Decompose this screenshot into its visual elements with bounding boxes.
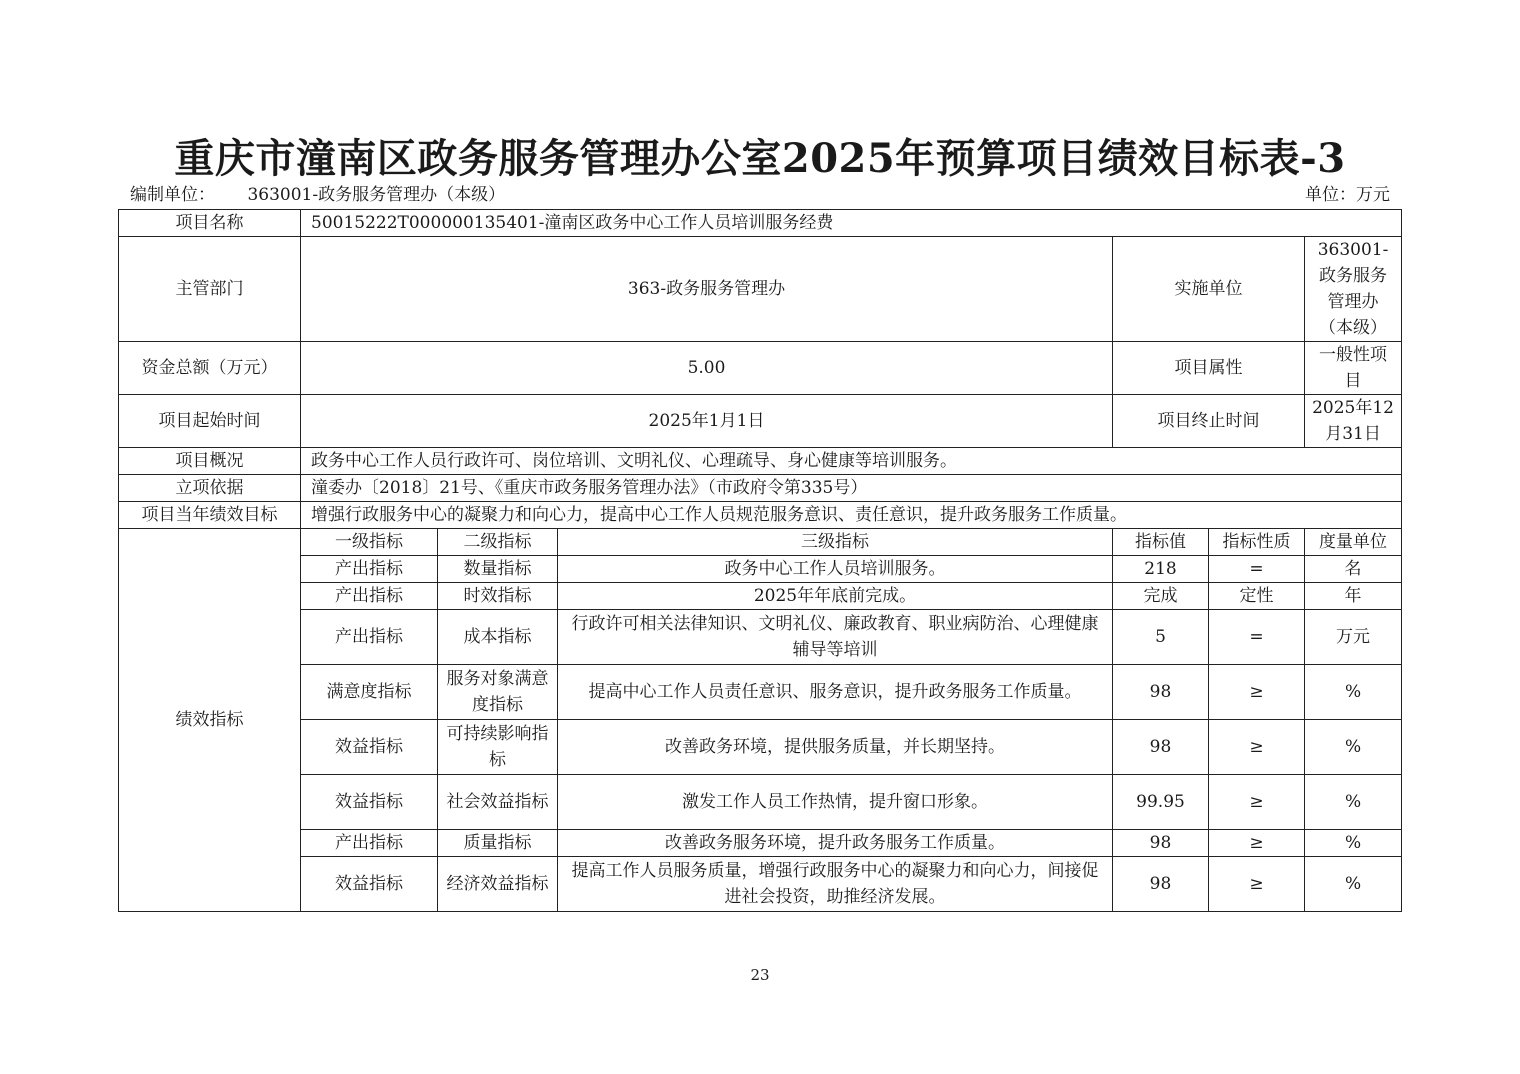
value-cell: 98: [1113, 830, 1209, 857]
header-nature: 指标性质: [1209, 529, 1305, 556]
l1-cell: 满意度指标: [301, 665, 438, 720]
l2-cell: 服务对象满意度指标: [438, 665, 558, 720]
table-row: [119, 720, 1402, 775]
unit-cell: %: [1305, 857, 1402, 912]
end-label: 项目终止时间: [1113, 395, 1305, 448]
compiler-unit: [130, 184, 505, 206]
basis-value: 潼委办〔2018〕21号、《重庆市政务服务管理办法》（市政府令第335号）: [301, 475, 1402, 502]
fund-value: 5.00: [301, 342, 1113, 395]
basis-label: 立项依据: [119, 475, 301, 502]
value-cell: 5: [1113, 610, 1209, 665]
nature-cell: =: [1209, 556, 1305, 583]
table-row: [119, 665, 1402, 720]
impl-value: 363001-政务服务管理办（本级）: [1305, 237, 1402, 342]
unit-cell: %: [1305, 665, 1402, 720]
table-row: [119, 395, 1402, 448]
attr-value: 一般性项目: [1305, 342, 1402, 395]
l3-cell: 行政许可相关法律知识、文明礼仪、廉政教育、职业病防治、心理健康辅导等培训: [558, 610, 1113, 665]
l1-cell: 效益指标: [301, 720, 438, 775]
value-cell: 98: [1113, 857, 1209, 912]
table-row: [119, 830, 1402, 857]
l3-cell: 2025年年底前完成。: [558, 583, 1113, 610]
table-row: [119, 502, 1402, 529]
perf-label: 绩效指标: [119, 529, 301, 912]
perf-header-row: [119, 529, 1402, 556]
l1-cell: 效益指标: [301, 857, 438, 912]
l1-cell: 效益指标: [301, 775, 438, 830]
page-number: 23: [750, 966, 770, 984]
table-row: [119, 857, 1402, 912]
table-row: [119, 475, 1402, 502]
l1-cell: 产出指标: [301, 583, 438, 610]
l2-cell: 数量指标: [438, 556, 558, 583]
unit-cell: 名: [1305, 556, 1402, 583]
l2-cell: 社会效益指标: [438, 775, 558, 830]
unit-cell: %: [1305, 720, 1402, 775]
dept-value: 363-政务服务管理办: [301, 237, 1113, 342]
value-cell: 99.95: [1113, 775, 1209, 830]
l3-cell: 改善政务环境，提供服务质量，并长期坚持。: [558, 720, 1113, 775]
l1-cell: 产出指标: [301, 556, 438, 583]
l2-cell: 时效指标: [438, 583, 558, 610]
project-name-value: 50015222T000000135401-潼南区政务中心工作人员培训服务经费: [301, 210, 1402, 237]
nature-cell: 定性: [1209, 583, 1305, 610]
header-unit: 度量单位: [1305, 529, 1402, 556]
overview-value: 政务中心工作人员行政许可、岗位培训、文明礼仪、心理疏导、身心健康等培训服务。: [301, 448, 1402, 475]
l1-cell: 产出指标: [301, 830, 438, 857]
l2-cell: 可持续影响指标: [438, 720, 558, 775]
l2-cell: 经济效益指标: [438, 857, 558, 912]
l3-cell: 激发工作人员工作热情，提升窗口形象。: [558, 775, 1113, 830]
table-row: [119, 342, 1402, 395]
compiler-value: 363001-政务服务管理办（本级）: [247, 185, 506, 205]
l3-cell: 改善政务服务环境，提升政务服务工作质量。: [558, 830, 1113, 857]
table-row: [119, 583, 1402, 610]
l3-cell: 政务中心工作人员培训服务。: [558, 556, 1113, 583]
value-cell: 218: [1113, 556, 1209, 583]
l3-cell: 提高工作人员服务质量，增强行政服务中心的凝聚力和向心力，间接促进社会投资，助推经济发展。: [558, 857, 1113, 912]
project-name-label: 项目名称: [119, 210, 301, 237]
overview-label: 项目概况: [119, 448, 301, 475]
value-cell: 完成: [1113, 583, 1209, 610]
value-cell: 98: [1113, 720, 1209, 775]
start-value: 2025年1月1日: [301, 395, 1113, 448]
fund-label: 资金总额（万元）: [119, 342, 301, 395]
table-row: [119, 448, 1402, 475]
page-title: 重庆市潼南区政务服务管理办公室2025年预算项目绩效目标表-3: [174, 135, 1346, 182]
table-row: [119, 610, 1402, 665]
unit-cell: 万元: [1305, 610, 1402, 665]
nature-cell: ≥: [1209, 857, 1305, 912]
table-row: [119, 210, 1402, 237]
nature-cell: ≥: [1209, 720, 1305, 775]
header-l1: 一级指标: [301, 529, 438, 556]
nature-cell: ≥: [1209, 665, 1305, 720]
table-row: [119, 556, 1402, 583]
nature-cell: =: [1209, 610, 1305, 665]
end-value: 2025年12月31日: [1305, 395, 1402, 448]
goal-label: 项目当年绩效目标: [119, 502, 301, 529]
nature-cell: ≥: [1209, 775, 1305, 830]
header-l3: 三级指标: [558, 529, 1113, 556]
value-cell: 98: [1113, 665, 1209, 720]
l1-cell: 产出指标: [301, 610, 438, 665]
unit-cell: 年: [1305, 583, 1402, 610]
performance-table: [118, 209, 1402, 912]
unit-cell: %: [1305, 775, 1402, 830]
header-l2: 二级指标: [438, 529, 558, 556]
unit-label: 单位：万元: [1305, 185, 1390, 205]
table-row: [119, 775, 1402, 830]
l2-cell: 成本指标: [438, 610, 558, 665]
goal-value: 增强行政服务中心的凝聚力和向心力，提高中心工作人员规范服务意识、责任意识，提升政务服务工作质量。: [301, 502, 1402, 529]
l2-cell: 质量指标: [438, 830, 558, 857]
attr-label: 项目属性: [1113, 342, 1305, 395]
impl-label: 实施单位: [1113, 237, 1305, 342]
start-label: 项目起始时间: [119, 395, 301, 448]
nature-cell: ≥: [1209, 830, 1305, 857]
l3-cell: 提高中心工作人员责任意识、服务意识，提升政务服务工作质量。: [558, 665, 1113, 720]
table-row: [119, 237, 1402, 342]
header-value: 指标值: [1113, 529, 1209, 556]
compiler-label: 编制单位：: [130, 185, 215, 205]
dept-label: 主管部门: [119, 237, 301, 342]
unit-cell: %: [1305, 830, 1402, 857]
